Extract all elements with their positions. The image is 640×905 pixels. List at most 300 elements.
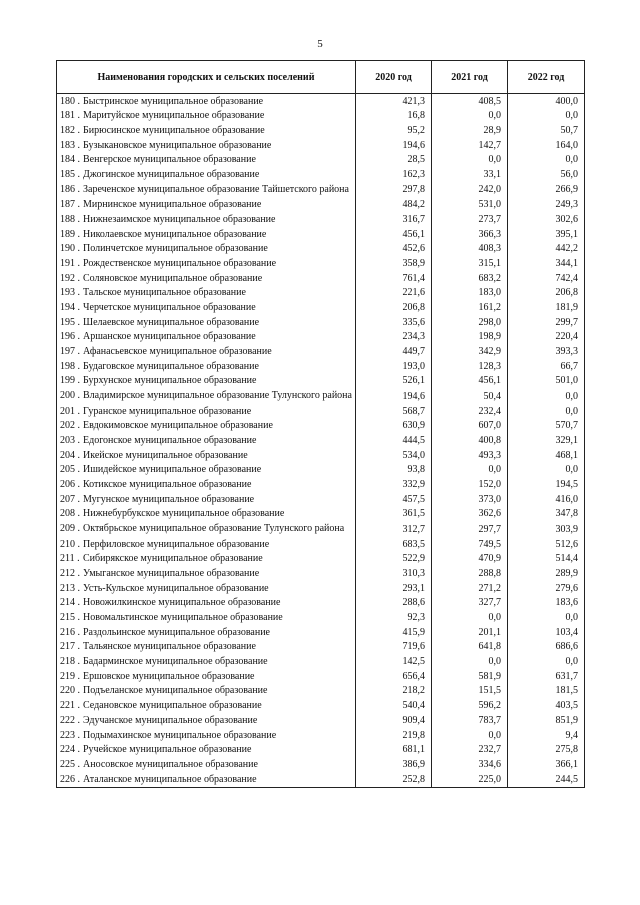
value-2022: 686,6 — [508, 640, 585, 655]
value-2022: 249,3 — [508, 198, 585, 213]
value-2020: 293,1 — [356, 581, 432, 596]
value-2021: 408,5 — [432, 94, 508, 109]
value-2022: 347,8 — [508, 507, 585, 522]
settlement-name: Маритуйское муниципальное образование — [83, 110, 265, 122]
settlement-cell-content — [60, 627, 270, 638]
settlement-name: Нижнезаимское муниципальное образование — [83, 213, 276, 225]
value-2021: 128,3 — [432, 359, 508, 374]
row-number: 199 . — [60, 375, 80, 387]
settlement-name: Бадарминское муниципальное образование — [83, 656, 268, 668]
value-2022: 0,0 — [508, 463, 585, 478]
row-number: 191 . — [60, 257, 80, 269]
settlement-cell — [57, 728, 356, 743]
value-2022: 344,1 — [508, 256, 585, 271]
table-row — [57, 359, 585, 374]
value-2021: 288,8 — [432, 566, 508, 581]
value-2021: 142,7 — [432, 138, 508, 153]
value-2021: 28,9 — [432, 123, 508, 138]
table-row — [57, 374, 585, 389]
value-2022: 164,0 — [508, 138, 585, 153]
value-2022: 0,0 — [508, 655, 585, 670]
value-2022: 0,0 — [508, 153, 585, 168]
table-row — [57, 198, 585, 213]
value-2021: 470,9 — [432, 552, 508, 567]
value-2020: 193,0 — [356, 359, 432, 374]
value-2020: 909,4 — [356, 713, 432, 728]
value-2022: 403,5 — [508, 699, 585, 714]
value-2020: 534,0 — [356, 448, 432, 463]
row-number: 190 . — [60, 243, 80, 255]
settlement-cell — [57, 182, 356, 198]
settlement-cell — [57, 478, 356, 493]
settlement-cell-content — [60, 759, 258, 770]
value-2021: 225,0 — [432, 772, 508, 787]
settlement-cell-content — [60, 641, 256, 652]
table-row — [57, 492, 585, 507]
row-number: 213 . — [60, 582, 80, 594]
value-2020: 95,2 — [356, 123, 432, 138]
table-row — [57, 537, 585, 552]
value-2021: 242,0 — [432, 182, 508, 198]
budget-table — [56, 60, 585, 788]
table-row — [57, 478, 585, 493]
table-row — [57, 123, 585, 138]
value-2022: 0,0 — [508, 404, 585, 419]
settlement-name: Аршанское муниципальное образование — [83, 331, 256, 343]
settlement-name: Будаговское муниципальное образование — [83, 360, 259, 372]
settlement-cell-content — [60, 508, 284, 519]
table-row — [57, 625, 585, 640]
settlement-cell — [57, 625, 356, 640]
settlement-cell — [57, 522, 356, 538]
table-row — [57, 728, 585, 743]
row-number: 184 . — [60, 154, 80, 166]
settlement-cell — [57, 684, 356, 699]
row-number: 200 . — [60, 390, 80, 402]
value-2020: 457,5 — [356, 492, 432, 507]
settlement-name: Икейское муниципальное образование — [83, 449, 248, 461]
table-row — [57, 271, 585, 286]
table-row — [57, 581, 585, 596]
row-number: 206 . — [60, 479, 80, 491]
settlement-name: Бузыкановское муниципальное образование — [83, 139, 272, 151]
header-year-2022: 2022 год — [508, 61, 585, 94]
settlement-name: Нижнебурбукское муниципальное образование — [83, 508, 285, 520]
value-2021: 408,3 — [432, 242, 508, 257]
settlement-cell-content — [60, 553, 263, 564]
settlement-cell — [57, 153, 356, 168]
settlement-cell — [57, 404, 356, 419]
value-2020: 540,4 — [356, 699, 432, 714]
table-row — [57, 167, 585, 182]
table-row — [57, 315, 585, 330]
table-row — [57, 182, 585, 198]
value-2022: 244,5 — [508, 772, 585, 787]
value-2021: 152,0 — [432, 478, 508, 493]
settlement-cell-content — [60, 597, 280, 608]
row-number: 192 . — [60, 272, 80, 284]
value-2022: 393,3 — [508, 345, 585, 360]
settlement-cell-content — [60, 435, 256, 446]
value-2020: 194,6 — [356, 389, 432, 405]
table-row — [57, 640, 585, 655]
value-2020: 142,5 — [356, 655, 432, 670]
value-2021: 327,7 — [432, 596, 508, 611]
row-number: 226 . — [60, 773, 80, 785]
settlement-name: Сибирякское муниципальное образование — [83, 553, 263, 565]
row-number: 202 . — [60, 420, 80, 432]
row-number: 193 . — [60, 287, 80, 299]
settlement-name: Евдокимовское муниципальное образование — [83, 420, 273, 432]
settlement-name: Подъеланское муниципальное образование — [83, 685, 268, 697]
table-row — [57, 463, 585, 478]
settlement-cell-content — [60, 273, 262, 284]
header-year-2020: 2020 год — [356, 61, 432, 94]
table-row — [57, 596, 585, 611]
settlement-cell-content — [60, 169, 259, 180]
value-2020: 288,6 — [356, 596, 432, 611]
settlement-name: Раздольинское муниципальное образование — [83, 626, 270, 638]
value-2021: 271,2 — [432, 581, 508, 596]
value-2020: 444,5 — [356, 433, 432, 448]
value-2020: 681,1 — [356, 743, 432, 758]
settlement-name: Перфиловское муниципальное образование — [83, 538, 270, 550]
row-number: 221 . — [60, 700, 80, 712]
settlement-cell-content — [60, 479, 251, 490]
settlement-cell-content — [60, 715, 257, 726]
row-number: 204 . — [60, 449, 80, 461]
value-2022: 289,9 — [508, 566, 585, 581]
settlement-name: Тальянское муниципальное образование — [83, 641, 256, 653]
settlement-cell-content — [60, 700, 262, 711]
value-2020: 358,9 — [356, 256, 432, 271]
value-2022: 183,6 — [508, 596, 585, 611]
value-2020: 297,8 — [356, 182, 432, 198]
settlement-cell — [57, 669, 356, 684]
value-2022: 275,8 — [508, 743, 585, 758]
value-2022: 56,0 — [508, 167, 585, 182]
settlement-name: Котикское муниципальное образование — [83, 479, 252, 491]
value-2020: 415,9 — [356, 625, 432, 640]
settlement-name: Шелаевское муниципальное образование — [83, 316, 260, 328]
settlement-cell — [57, 389, 356, 405]
settlement-cell — [57, 492, 356, 507]
value-2022: 366,1 — [508, 757, 585, 772]
value-2021: 581,9 — [432, 669, 508, 684]
value-2021: 151,5 — [432, 684, 508, 699]
settlement-cell-content — [60, 612, 283, 623]
value-2020: 218,2 — [356, 684, 432, 699]
settlement-name: Владимирское муниципальное образование Тулунского района — [83, 390, 352, 402]
settlement-name: Черчетское муниципальное образование — [83, 301, 256, 313]
table-row — [57, 684, 585, 699]
settlement-name: Новожилкинское муниципальное образование — [83, 597, 281, 609]
value-2020: 484,2 — [356, 198, 432, 213]
settlement-cell-content — [60, 317, 259, 328]
value-2021: 531,0 — [432, 198, 508, 213]
row-number: 198 . — [60, 360, 80, 372]
value-2020: 456,1 — [356, 227, 432, 242]
settlement-cell-content — [60, 406, 251, 417]
value-2020: 332,9 — [356, 478, 432, 493]
row-number: 216 . — [60, 626, 80, 638]
value-2021: 232,4 — [432, 404, 508, 419]
row-number: 201 . — [60, 405, 80, 417]
value-2021: 198,9 — [432, 330, 508, 345]
settlement-cell — [57, 167, 356, 182]
header-year-2021: 2021 год — [432, 61, 508, 94]
settlement-name: Мугунское муниципальное образование — [83, 493, 255, 505]
row-number: 222 . — [60, 714, 80, 726]
value-2021: 0,0 — [432, 463, 508, 478]
row-number: 211 . — [60, 553, 80, 565]
row-number: 209 . — [60, 523, 80, 535]
value-2022: 9,4 — [508, 728, 585, 743]
value-2021: 273,7 — [432, 212, 508, 227]
value-2020: 386,9 — [356, 757, 432, 772]
settlement-cell — [57, 242, 356, 257]
settlement-cell — [57, 552, 356, 567]
settlement-cell-content — [60, 184, 355, 196]
table-row — [57, 433, 585, 448]
value-2021: 749,5 — [432, 537, 508, 552]
table-row — [57, 669, 585, 684]
table-row — [57, 552, 585, 567]
settlement-cell — [57, 109, 356, 124]
value-2021: 783,7 — [432, 713, 508, 728]
value-2021: 342,9 — [432, 345, 508, 360]
settlement-name: Рождественское муниципальное образование — [83, 257, 277, 269]
settlement-cell — [57, 713, 356, 728]
value-2022: 299,7 — [508, 315, 585, 330]
settlement-cell — [57, 581, 356, 596]
table-row — [57, 713, 585, 728]
settlement-cell — [57, 123, 356, 138]
row-number: 182 . — [60, 124, 80, 136]
settlement-cell-content — [60, 331, 256, 342]
value-2022: 279,6 — [508, 581, 585, 596]
value-2021: 366,3 — [432, 227, 508, 242]
settlement-name: Ручейское муниципальное образование — [83, 744, 252, 756]
settlement-name: Тальское муниципальное образование — [83, 287, 246, 299]
value-2022: 181,9 — [508, 300, 585, 315]
value-2021: 232,7 — [432, 743, 508, 758]
value-2022: 395,1 — [508, 227, 585, 242]
value-2020: 452,6 — [356, 242, 432, 257]
value-2021: 0,0 — [432, 153, 508, 168]
settlement-name: Едогонское муниципальное образование — [83, 434, 257, 446]
settlement-name: Бурхунское муниципальное образование — [83, 375, 257, 387]
settlement-cell-content — [60, 523, 355, 535]
value-2021: 493,3 — [432, 448, 508, 463]
table-row — [57, 404, 585, 419]
settlement-cell — [57, 138, 356, 153]
settlement-name: Седановское муниципальное образование — [83, 700, 262, 712]
value-2020: 16,8 — [356, 109, 432, 124]
settlement-cell — [57, 757, 356, 772]
table-row — [57, 286, 585, 301]
settlement-name: Подымахинское муниципальное образование — [83, 729, 277, 741]
row-number: 207 . — [60, 493, 80, 505]
value-2022: 0,0 — [508, 611, 585, 626]
table-row — [57, 757, 585, 772]
value-2021: 33,1 — [432, 167, 508, 182]
settlement-name: Гуранское муниципальное образование — [83, 405, 252, 417]
row-number: 188 . — [60, 213, 80, 225]
settlement-cell-content — [60, 539, 269, 550]
settlement-cell — [57, 596, 356, 611]
row-number: 220 . — [60, 685, 80, 697]
value-2021: 0,0 — [432, 655, 508, 670]
settlement-cell-content — [60, 302, 256, 313]
value-2020: 421,3 — [356, 94, 432, 109]
settlement-cell-content — [60, 154, 256, 165]
value-2022: 220,4 — [508, 330, 585, 345]
row-number: 214 . — [60, 597, 80, 609]
value-2022: 0,0 — [508, 109, 585, 124]
settlement-cell — [57, 463, 356, 478]
settlement-cell-content — [60, 744, 251, 755]
settlement-cell-content — [60, 656, 268, 667]
settlement-name: Афанасьевское муниципальное образование — [83, 346, 272, 358]
settlement-name: Ершовское муниципальное образование — [83, 670, 255, 682]
settlement-cell-content — [60, 258, 276, 269]
value-2020: 310,3 — [356, 566, 432, 581]
row-number: 217 . — [60, 641, 80, 653]
value-2022: 570,7 — [508, 419, 585, 434]
table-row — [57, 242, 585, 257]
value-2020: 361,5 — [356, 507, 432, 522]
settlement-cell — [57, 345, 356, 360]
value-2020: 92,3 — [356, 611, 432, 626]
settlement-name: Усть-Кульское муниципальное образование — [83, 582, 269, 594]
settlement-cell-content — [60, 685, 267, 696]
value-2021: 607,0 — [432, 419, 508, 434]
settlement-cell — [57, 611, 356, 626]
table-row — [57, 772, 585, 787]
value-2022: 416,0 — [508, 492, 585, 507]
value-2021: 373,0 — [432, 492, 508, 507]
value-2022: 742,4 — [508, 271, 585, 286]
settlement-cell-content — [60, 96, 263, 107]
row-number: 215 . — [60, 612, 80, 624]
value-2021: 0,0 — [432, 728, 508, 743]
value-2022: 631,7 — [508, 669, 585, 684]
value-2020: 656,4 — [356, 669, 432, 684]
value-2021: 183,0 — [432, 286, 508, 301]
settlement-name: Полинчетское муниципальное образование — [83, 243, 268, 255]
value-2022: 194,5 — [508, 478, 585, 493]
settlement-cell-content — [60, 774, 257, 785]
row-number: 218 . — [60, 656, 80, 668]
settlement-cell-content — [60, 671, 254, 682]
row-number: 194 . — [60, 301, 80, 313]
settlement-cell-content — [60, 730, 276, 741]
value-2021: 456,1 — [432, 374, 508, 389]
table-row — [57, 256, 585, 271]
table-row — [57, 699, 585, 714]
row-number: 225 . — [60, 758, 80, 770]
row-number: 180 . — [60, 95, 80, 107]
settlement-cell — [57, 286, 356, 301]
settlement-name: Ишидейское муниципальное образование — [83, 464, 262, 476]
table-row — [57, 419, 585, 434]
value-2020: 252,8 — [356, 772, 432, 787]
value-2020: 162,3 — [356, 167, 432, 182]
settlement-name: Бирюсинское муниципальное образование — [83, 124, 265, 136]
value-2020: 194,6 — [356, 138, 432, 153]
value-2022: 329,1 — [508, 433, 585, 448]
settlement-cell-content — [60, 494, 254, 505]
settlement-cell — [57, 359, 356, 374]
value-2022: 181,5 — [508, 684, 585, 699]
settlement-cell-content — [60, 583, 269, 594]
value-2022: 103,4 — [508, 625, 585, 640]
settlement-cell — [57, 772, 356, 787]
table-row — [57, 212, 585, 227]
settlement-name: Аталанское муниципальное образование — [83, 773, 257, 785]
settlement-cell-content — [60, 450, 248, 461]
table-header-row — [57, 61, 585, 94]
settlement-cell — [57, 699, 356, 714]
table-row — [57, 345, 585, 360]
settlement-cell-content — [60, 110, 264, 121]
value-2021: 0,0 — [432, 109, 508, 124]
value-2021: 0,0 — [432, 611, 508, 626]
value-2021: 683,2 — [432, 271, 508, 286]
settlement-cell — [57, 330, 356, 345]
value-2022: 442,2 — [508, 242, 585, 257]
value-2021: 297,7 — [432, 522, 508, 538]
value-2022: 302,6 — [508, 212, 585, 227]
settlement-name: Джогинское муниципальное образование — [83, 168, 260, 180]
settlement-cell — [57, 212, 356, 227]
value-2021: 161,2 — [432, 300, 508, 315]
value-2022: 501,0 — [508, 374, 585, 389]
table-row — [57, 655, 585, 670]
value-2020: 221,6 — [356, 286, 432, 301]
settlement-cell — [57, 743, 356, 758]
row-number: 210 . — [60, 538, 80, 550]
settlement-cell-content — [60, 229, 266, 240]
settlement-cell-content — [60, 390, 355, 402]
settlement-name: Умыганское муниципальное образование — [83, 567, 260, 579]
table-row — [57, 448, 585, 463]
row-number: 181 . — [60, 110, 80, 122]
value-2020: 526,1 — [356, 374, 432, 389]
value-2022: 50,7 — [508, 123, 585, 138]
settlement-cell — [57, 256, 356, 271]
value-2021: 334,6 — [432, 757, 508, 772]
value-2020: 719,6 — [356, 640, 432, 655]
settlement-cell — [57, 374, 356, 389]
settlement-cell-content — [60, 140, 271, 151]
row-number: 183 . — [60, 139, 80, 151]
row-number: 187 . — [60, 199, 80, 211]
settlement-cell — [57, 448, 356, 463]
settlement-name: Октябрьское муниципальное образование Тулунского района — [83, 523, 345, 535]
value-2022: 0,0 — [508, 389, 585, 405]
settlement-name: Соляновское муниципальное образование — [83, 272, 263, 284]
row-number: 186 . — [60, 183, 80, 195]
settlement-cell — [57, 566, 356, 581]
settlement-cell — [57, 271, 356, 286]
row-number: 223 . — [60, 729, 80, 741]
settlement-cell-content — [60, 346, 272, 357]
settlement-cell — [57, 640, 356, 655]
settlement-cell-content — [60, 243, 268, 254]
settlement-cell — [57, 655, 356, 670]
